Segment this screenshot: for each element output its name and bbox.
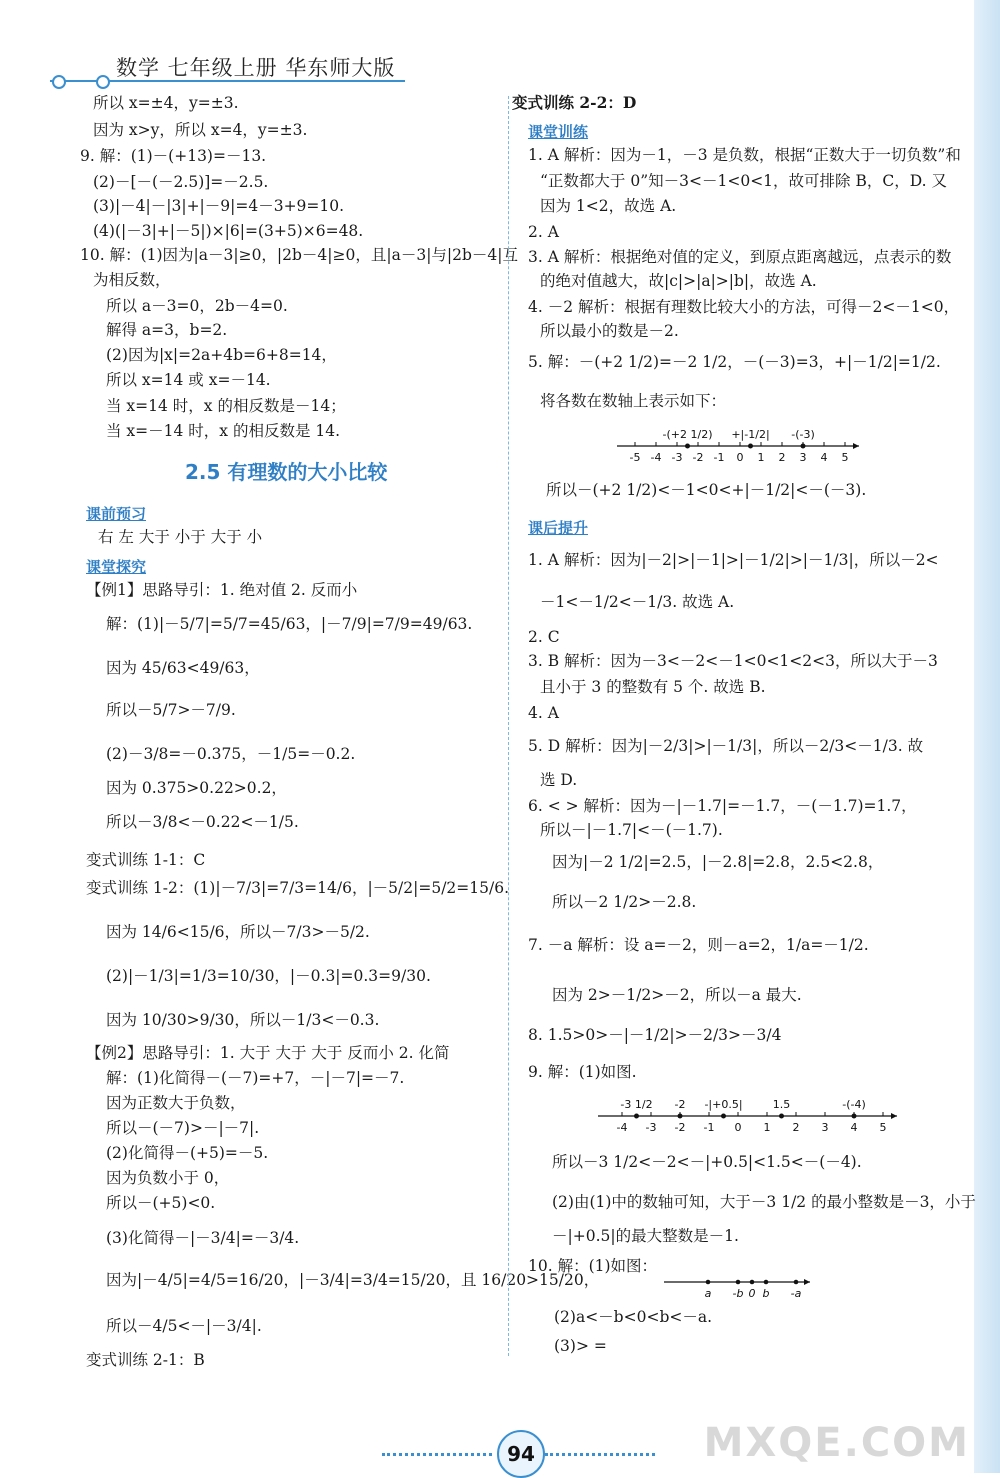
answer-line: 7. －a 解析：设 a=－2，则－a=2，1/a=－1/2. <box>528 936 869 954</box>
answer-line: 解得 a=3，b=2. <box>106 321 228 339</box>
point-label: -3 1/2 <box>620 1098 653 1111</box>
answer-line: 因为|－2 1/2|=2.5，|－2.8|=2.8，2.5<2.8， <box>552 853 884 871</box>
axis-arrow <box>853 443 859 449</box>
point-label: -(+2 1/2) <box>662 428 713 441</box>
point-label: -(-3) <box>791 428 815 441</box>
point-label: b <box>762 1287 770 1300</box>
answer-line: 因为 1<2，故选 A. <box>540 197 677 215</box>
answer-line: 2. A <box>528 223 559 241</box>
answer-line: 所以－(+5)<0. <box>106 1194 216 1212</box>
answer-line: 10. 解：(1)因为|a－3|≥0，|2b－4|≥0，且|a－3|与|2b－4|互 <box>80 246 519 264</box>
answer-line: 8. 1.5>0>－|－1/2|>－2/3>－3/4 <box>528 1026 782 1044</box>
answer-line: －|+0.5|的最大整数是－1. <box>552 1227 739 1245</box>
answer-line: 变式训练 1-2：(1)|－7/3|=7/3=14/6，|－5/2|=5/2=15/6. <box>86 879 510 897</box>
point-label: 0 <box>748 1287 756 1300</box>
watermark: MXQE.COM <box>703 1420 970 1466</box>
answer-line: (2)a<－b<0<b<－a. <box>554 1308 713 1326</box>
number-line-3 <box>660 1272 820 1308</box>
answer-line: 所以－(－7)>－|－7|. <box>106 1119 260 1137</box>
tick-label: -2 <box>674 1121 686 1134</box>
tick-label: -1 <box>703 1121 715 1134</box>
page-edge-band <box>974 0 1000 1473</box>
answer-line: 6. < > 解析：因为－|－1.7|=－1.7，－(－1.7)=1.7， <box>528 797 917 815</box>
tick-label: 1 <box>757 451 765 464</box>
point-marker <box>750 1280 755 1285</box>
tick-label: -4 <box>650 451 662 464</box>
axis-arrow <box>891 1113 897 1119</box>
point-label: +|-1/2| <box>731 428 770 441</box>
tick-label: -2 <box>692 451 704 464</box>
answer-line: 所以 x=±4，y=±3. <box>93 94 239 112</box>
tick-label: -3 <box>671 451 683 464</box>
axis-arrow <box>804 1279 810 1285</box>
answer-line: 选 D. <box>540 771 578 789</box>
point-marker <box>764 1280 769 1285</box>
point-marker <box>721 1114 726 1119</box>
answer-line: 【例1】思路导引：1. 绝对值 2. 反而小 <box>86 581 358 599</box>
answer-line: 因为|－4/5|=4/5=16/20，|－3/4|=3/4=15/20，且 16/20>15/20， <box>106 1271 600 1289</box>
answer-line: －1<－1/2<－1/3. 故选 A. <box>540 593 735 611</box>
answer-line: 所以－(+2 1/2)<－1<0<+|－1/2|<－(－3). <box>546 481 867 499</box>
tick-label: 5 <box>841 451 849 464</box>
answer-line: 因为负数小于 0， <box>106 1169 230 1187</box>
answer-line: 因为正数大于负数， <box>106 1094 246 1112</box>
answer-line: 将各数在数轴上表示如下： <box>540 392 727 410</box>
variant-2-2: 变式训练 2-2：D <box>512 93 637 112</box>
answer-line: (2)因为|x|=2a+4b=6+8=14， <box>106 346 337 364</box>
answer-line: (2)由(1)中的数轴可知，大于－3 1/2 的最小整数是－3，小于 <box>552 1193 976 1211</box>
answer-line: (3)化简得－|－3/4|=－3/4. <box>106 1229 300 1247</box>
answer-line: 所以－2 1/2>－2.8. <box>552 893 697 911</box>
answer-line: 3. B 解析：因为－3<－2<－1<0<1<2<3，所以大于－3 <box>528 652 938 670</box>
explore-label: 课堂探究 <box>86 558 147 576</box>
tick-label: 4 <box>820 451 828 464</box>
answer-line: 所以－4/5<－|－3/4|. <box>106 1317 262 1335</box>
tick-label: 3 <box>799 451 807 464</box>
tick-label: 5 <box>879 1121 887 1134</box>
answer-line: 因为 14/6<15/6，所以－7/3>－5/2. <box>106 923 370 941</box>
answer-line: 解：(1)化简得－(－7)=+7，－|－7|=－7. <box>106 1069 405 1087</box>
answer-line: 当 x=14 时，x 的相反数是－14； <box>106 397 346 415</box>
answer-line: 当 x=－14 时，x 的相反数是 14. <box>106 422 341 440</box>
point-marker <box>736 1280 741 1285</box>
tick-label: 2 <box>792 1121 800 1134</box>
tick-label: 4 <box>850 1121 858 1134</box>
point-marker <box>794 1280 799 1285</box>
answer-line: 9. 解：(1)－(+13)=－13. <box>80 147 267 165</box>
answer-line: 因为 10/30>9/30，所以－1/3<－0.3. <box>106 1011 380 1029</box>
answer-line: 所以－3 1/2<－2<－|+0.5|<1.5<－(－4). <box>552 1153 862 1171</box>
tick-label: -3 <box>645 1121 657 1134</box>
answer-line: (3)> = <box>554 1337 607 1355</box>
tick-label: 0 <box>736 451 744 464</box>
point-label: -|+0.5| <box>704 1098 743 1111</box>
tick-label: -4 <box>616 1121 628 1134</box>
tick-label: 0 <box>734 1121 742 1134</box>
pre-study-label: 课前预习 <box>86 505 147 523</box>
answer-line: 4. A <box>528 704 559 722</box>
answer-line: 为相反数， <box>93 271 171 289</box>
answer-line: 3. A 解析：根据绝对值的定义，到原点距离越远，点表示的数 <box>528 248 952 266</box>
tick-label: -5 <box>629 451 641 464</box>
point-marker <box>779 1114 784 1119</box>
answer-line: (2)|－1/3|=1/3=10/30，|－0.3|=0.3=9/30. <box>106 967 431 985</box>
answer-line: 变式训练 2-1：B <box>86 1351 205 1369</box>
point-marker <box>852 1114 857 1119</box>
answer-line: 1. A 解析：因为－1，－3 是负数，根据“正数大于一切负数”和 <box>528 146 961 164</box>
number-line-1 <box>615 420 875 470</box>
answer-line: 因为 2>－1/2>－2，所以－a 最大. <box>552 986 802 1004</box>
answer-line: 所以－|－1.7|<－(－1.7). <box>540 821 723 839</box>
answer-line: 所以－3/8<－0.22<－1/5. <box>106 813 299 831</box>
point-label: -b <box>732 1287 744 1300</box>
answer-line: 2. C <box>528 628 560 646</box>
page-dots-left <box>382 1453 492 1456</box>
point-label: -2 <box>674 1098 686 1111</box>
answer-line: 所以－5/7>－7/9. <box>106 701 236 719</box>
point-marker <box>685 444 690 449</box>
answer-line: 9. 解：(1)如图. <box>528 1063 637 1081</box>
answer-line: 5. D 解析：因为|－2/3|>|－1/3|，所以－2/3<－1/3. 故 <box>528 737 924 755</box>
answer-line: (2)化简得－(+5)=－5. <box>106 1144 269 1162</box>
point-marker <box>706 1280 711 1285</box>
answer-line: 因为 0.375>0.22>0.2， <box>106 779 287 797</box>
class-training-label: 课堂训练 <box>528 123 589 141</box>
section-title: 2.5 有理数的大小比较 <box>185 460 388 484</box>
answer-line: 所以最小的数是－2. <box>540 322 679 340</box>
answer-line: 10. 解：(1)如图： <box>528 1257 658 1275</box>
answer-line: 所以 x=14 或 x=－14. <box>106 371 271 389</box>
point-label: -a <box>790 1287 802 1300</box>
answer-line: (3)|－4|－|3|+|－9|=4－3+9=10. <box>93 197 345 215</box>
header-title: 数学 七年级上册 华东师大版 <box>116 56 396 80</box>
answer-line: 变式训练 1-1：C <box>86 851 206 869</box>
answer-line: 因为 x>y，所以 x=4，y=±3. <box>93 121 308 139</box>
answer-line: (4)(|－3|+|－5|)×|6|=(3+5)×6=48. <box>93 222 364 240</box>
point-label: a <box>704 1287 712 1300</box>
page-number: 94 <box>497 1430 545 1478</box>
answer-line: 5. 解：－(+2 1/2)=－2 1/2，－(－3)=3，+|－1/2|=1/2. <box>528 353 941 371</box>
answer-line: 1. A 解析：因为|－2|>|－1|>|－1/2|>|－1/3|，所以－2< <box>528 551 939 569</box>
answer-line: “正数都大于 0”知－3<－1<0<1，故可排除 B，C，D. 又 <box>540 172 947 190</box>
column-divider <box>508 96 509 1356</box>
page-dots-right <box>545 1453 655 1456</box>
answer-line: 且小于 3 的整数有 5 个. 故选 B. <box>540 678 766 696</box>
pre-study-answers: 右 左 大于 小于 大于 小 <box>98 528 263 546</box>
point-label: -(-4) <box>842 1098 866 1111</box>
point-marker <box>748 444 753 449</box>
point-marker <box>801 444 806 449</box>
after-class-label: 课后提升 <box>528 519 589 537</box>
point-label: 1.5 <box>772 1098 791 1111</box>
answer-line: 解：(1)|－5/7|=5/7=45/63，|－7/9|=7/9=49/63. <box>106 615 473 633</box>
tick-label: 2 <box>778 451 786 464</box>
answer-line: 因为 45/63<49/63， <box>106 659 260 677</box>
header-dot <box>52 75 66 89</box>
tick-label: -1 <box>713 451 725 464</box>
header-dot <box>96 75 110 89</box>
number-line-2 <box>596 1092 906 1142</box>
point-marker <box>634 1114 639 1119</box>
point-marker <box>678 1114 683 1119</box>
tick-label: 1 <box>763 1121 771 1134</box>
answer-line: 所以 a－3=0，2b－4=0. <box>106 297 288 315</box>
answer-line: (2)－[－(－2.5)]=－2.5. <box>93 173 269 191</box>
answer-line: 的绝对值越大，故|c|>|a|>|b|，故选 A. <box>540 272 817 290</box>
answer-line: (2)－3/8=－0.375，－1/5=－0.2. <box>106 745 356 763</box>
tick-label: 3 <box>821 1121 829 1134</box>
answer-line: 4. －2 解析：根据有理数比较大小的方法，可得－2<－1<0， <box>528 298 960 316</box>
answer-line: 【例2】思路导引：1. 大于 大于 大于 反而小 2. 化简 <box>86 1044 450 1062</box>
